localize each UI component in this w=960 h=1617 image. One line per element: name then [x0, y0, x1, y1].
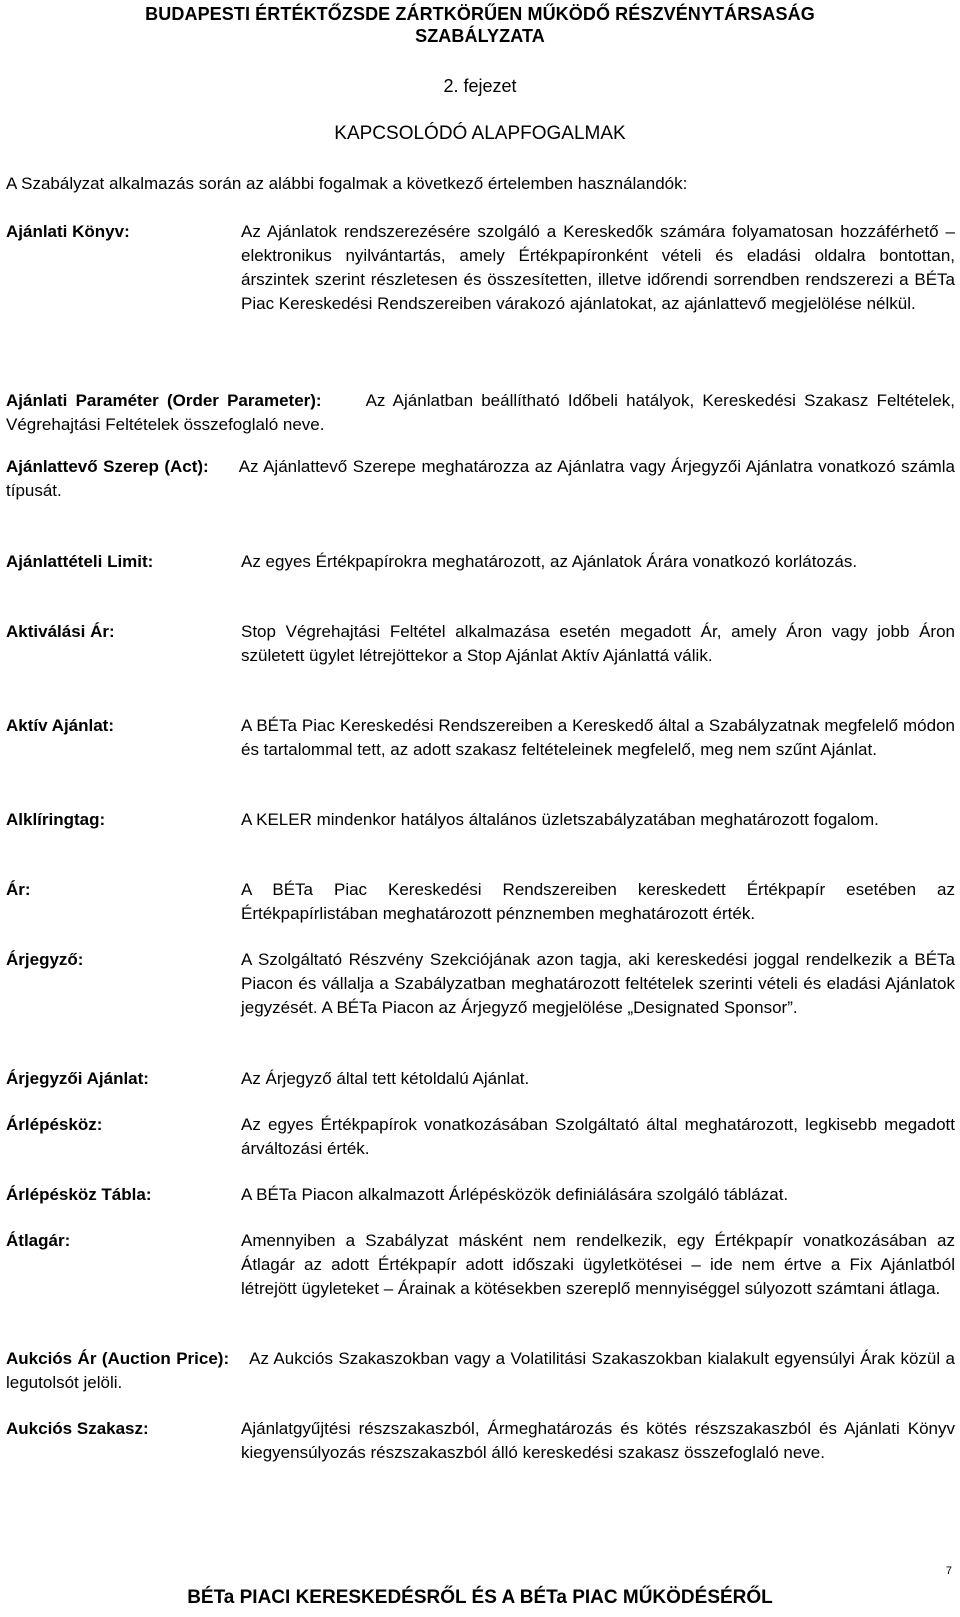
- document-footer: BÉTa PIACI KERESKEDÉSRŐL ÉS A BÉTa PIAC MŰKÖDÉSÉRŐL: [187, 1587, 773, 1608]
- term-definition: A Szolgáltató Részvény Szekciójának azon tagja, aki kereskedési joggal rendelkezik a BÉTa Piacon és vállalja a Szabályzatban meghatározott feltételek szerinti vételi és eladási Ajánlatok jegyzését. A BÉTa Piacon az Árjegyző megjelölése „Designated Sponsor”.: [241, 950, 955, 1017]
- term-label: Ajánlattételi Limit:: [6, 552, 154, 571]
- intro-text: A Szabályzat alkalmazás során az alábbi fogalmak a következő értelemben használandók:: [6, 174, 688, 193]
- chapter-title: KAPCSOLÓDÓ ALAPFOGALMAK: [334, 123, 626, 144]
- chapter-number: 2. fejezet: [443, 76, 517, 96]
- term-definition: Amennyiben a Szabályzat másként nem rendelkezik, egy Értékpapír vonatkozásában az Átlagár az adott Értékpapír adott időszaki ügyletkötései – ide nem értve a Fix Ajánlatból létrejött ügyleteket – Árainak a kötésekben szereplő mennyiséggel súlyozott számtani átlaga.: [241, 1231, 955, 1298]
- term-definition: Stop Végrehajtási Feltétel alkalmazása esetén megadott Ár, amely Áron vagy jobb Áron született ügylet létrejöttekor a Stop Ajánlat Aktív Ajánlattá válik.: [241, 622, 955, 665]
- term-definition: A BÉTa Piac Kereskedési Rendszereiben kereskedett Értékpapír esetében az Értékpapírlistában meghatározott pénznemben meghatározott érték.: [241, 880, 955, 923]
- term-label: Ajánlati Könyv:: [6, 222, 130, 241]
- term-definition: Az egyes Értékpapírok vonatkozásában Szolgáltató által meghatározott, legkisebb megadott árváltozási érték.: [241, 1115, 955, 1158]
- term-label: Árjegyzői Ajánlat:: [6, 1069, 149, 1088]
- document-header-line1: BUDAPESTI ÉRTÉKTŐZSDE ZÁRTKÖRŰEN MŰKÖDŐ RÉSZVÉNYTÁRSASÁG: [145, 4, 815, 24]
- term-label: Ajánlattevő Szerep (Act):: [6, 457, 209, 476]
- term-definition: A KELER mindenkor hatályos általános üzletszabályzatában meghatározott fogalom.: [241, 810, 879, 829]
- term-definition: Az Ajánlatban beállítható Időbeli hatályok, Kereskedési Szakasz Feltételek, Végrehajtási Feltételek összefoglaló neve.: [6, 391, 955, 434]
- term-label: Árjegyző:: [6, 950, 84, 969]
- term-definition: Az egyes Értékpapírokra meghatározott, az Ajánlatok Árára vonatkozó korlátozás.: [241, 552, 858, 571]
- term-definition: Az Ajánlattevő Szerepe meghatározza az Ajánlatra vagy Árjegyzői Ajánlatra vonatkozó számla típusát.: [6, 457, 955, 500]
- term-definition: Az Aukciós Szakaszokban vagy a Volatilitási Szakaszokban kialakult egyensúlyi Árak közül a legutolsót jelöli.: [6, 1349, 955, 1392]
- term-label: Árlépésköz Tábla:: [6, 1185, 152, 1204]
- term-label: Aukciós Szakasz:: [6, 1419, 149, 1438]
- term-label: Árlépésköz:: [6, 1115, 103, 1134]
- document-header-line2: SZABÁLYZATA: [415, 26, 545, 46]
- term-label: Átlagár:: [6, 1231, 71, 1250]
- term-label: Alklíringtag:: [6, 810, 106, 829]
- term-label: Ajánlati Paraméter (Order Parameter):: [6, 391, 322, 410]
- term-label: Ár:: [6, 880, 31, 899]
- term-entry-hanging: [6, 455, 955, 503]
- page-number: 7: [945, 1565, 952, 1577]
- term-entry-hanging: [6, 389, 955, 437]
- term-entry-hanging: [6, 1347, 955, 1395]
- term-definition: Ajánlatgyűjtési részszakaszból, Ármeghatározás és kötés részszakaszból és Ajánlati Könyv kiegyensúlyozás részszakaszból álló kereskedési szakasz összefoglaló neve.: [241, 1419, 955, 1462]
- term-label: Aktiválási Ár:: [6, 622, 115, 641]
- term-label: Aktív Ajánlat:: [6, 716, 115, 735]
- term-definition: Az Árjegyző által tett kétoldalú Ajánlat.: [241, 1069, 530, 1088]
- term-definition: Az Ajánlatok rendszerezésére szolgáló a Kereskedők számára folyamatosan hozzáférhető – elektronikus nyilvántartás, amely Értékpapíronként vételi és eladási oldalra bontottan, árszintek szerint részletesen és összesítetten, illetve időrendi sorrendben rendszerezi a BÉTa Piac Kereskedési Rendszereiben várakozó ajánlatokat, az ajánlattevő megjelölése nélkül.: [241, 222, 955, 313]
- term-definition: A BÉTa Piac Kereskedési Rendszereiben a Kereskedő által a Szabályzatnak megfelelő módon és tartalommal tett, az adott szakasz feltételeinek megfelelő, meg nem szűnt Ajánlat.: [241, 716, 955, 759]
- term-definition: A BÉTa Piacon alkalmazott Árlépésközök definiálására szolgáló táblázat.: [241, 1185, 789, 1204]
- term-label: Aukciós Ár (Auction Price):: [6, 1349, 230, 1368]
